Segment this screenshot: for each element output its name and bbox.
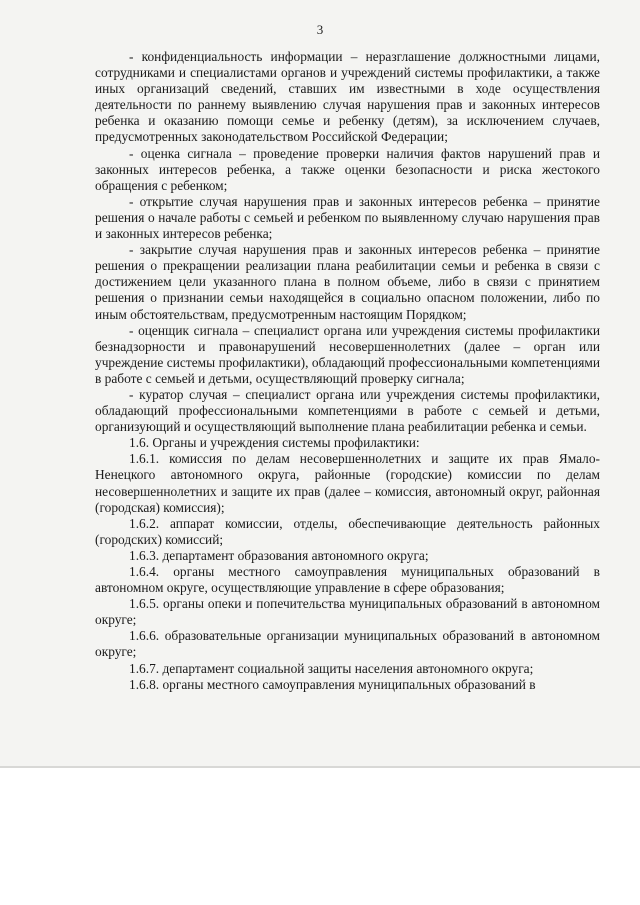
paragraph-1-6-6: 1.6.6. образовательные организации муниципальных образований в автономном округе;	[95, 628, 600, 660]
paragraph-section-1-6: 1.6. Органы и учреждения системы профилактики:	[129, 435, 420, 451]
paragraph-1-6-5: 1.6.5. органы опеки и попечительства муниципальных образований в автономном округе;	[95, 596, 600, 628]
paragraph-case-opening: - открытие случая нарушения прав и законных интересов ребенка – принятие решения о начале работы с семьей и ребенком по выявленному случаю нарушения прав и законных интересов ребенка;	[95, 193, 600, 242]
page-number: 3	[316, 22, 324, 37]
paragraph-case-curator: - куратор случая – специалист органа или учреждения системы профилактики, обладающий профессиональными компетенциями в работе с семьей и детьми, организующий и осуществляющий выполнение плана реабилитации ребенка и семьи.	[95, 386, 600, 435]
paragraph-1-6-4: 1.6.4. органы местного самоуправления муниципальных образований в автономном округе, осуществляющие управление в сфере образования;	[95, 564, 600, 596]
paragraph-1-6-7: 1.6.7. департамент социальной защиты населения автономного округа;	[129, 660, 534, 676]
paragraph-case-closing: - закрытие случая нарушения прав и законных интересов ребенка – принятие решения о прекращении реализации плана реабилитации семьи и ребенка в связи с достижением цели указанного плана в полном объеме, либо в связи с принятием решения о признании семьи находящейся в социально опасном положении, либо по иным обстоятельствам, предусмотренным настоящим Порядком;	[95, 242, 600, 322]
paragraph-1-6-2: 1.6.2. аппарат комиссии, отделы, обеспечивающие деятельность районных (городских) комиссий;	[95, 515, 600, 547]
paragraph-confidentiality: - конфиденциальность информации – неразглашение должностными лицами, сотрудниками и специалистами органов и учреждений системы профилактики, а также иных организаций сведений, ставших им известными в ходе осуществления деятельности по раннему выявлению случая нарушения прав и законных интересов ребенка и оказанию помощи семье и ребенку (детям), за исключением случаев, предусмотренных законодательством Российской Федерации;	[95, 49, 600, 145]
document-body	[95, 49, 600, 693]
paragraph-1-6-1: 1.6.1. комиссия по делам несовершеннолетних и защите их прав Ямало-Ненецкого автономного округа, районные (городские) комиссии по делам несовершеннолетних и защите их прав (далее – комиссия, автономный округ, районная (городская) комиссия);	[95, 451, 600, 515]
paragraph-signal-assessor: - оценщик сигнала – специалист органа или учреждения системы профилактики безнадзорности и правонарушений несовершеннолетних (далее – орган или учреждение системы профилактики), обладающий профессиональными компетенциями в работе с семьей и детьми, осуществляющий проверку сигнала;	[95, 322, 600, 386]
paragraph-1-6-3: 1.6.3. департамент образования автономного округа;	[129, 547, 429, 563]
blank-background	[0, 768, 640, 905]
paragraph-signal-assessment: - оценка сигнала – проведение проверки наличия фактов нарушений прав и законных интересов ребенка, а также оценки безопасности и риска жестокого обращения с ребенком;	[95, 145, 600, 193]
paragraph-1-6-8: 1.6.8. органы местного самоуправления муниципальных образований в	[129, 676, 536, 692]
